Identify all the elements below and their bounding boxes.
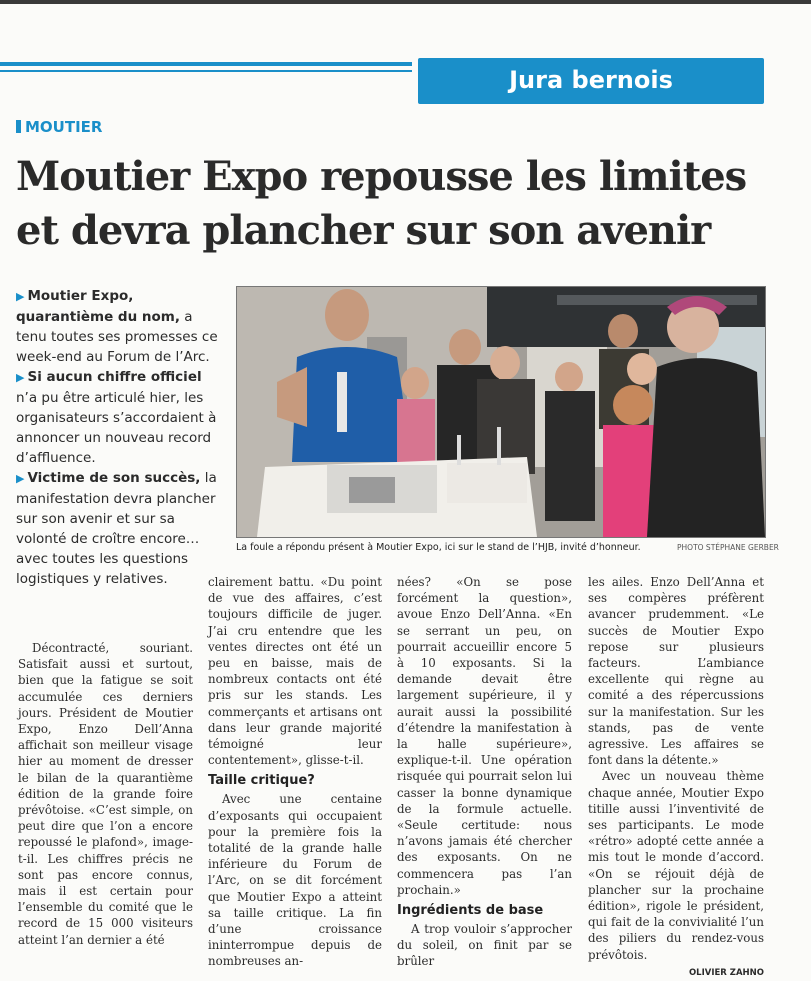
body-column-4 [588, 574, 764, 981]
lead-highlight: Victime de son succès, [27, 470, 201, 486]
kicker-text: MOUTIER [25, 118, 103, 136]
lead-highlight: Moutier Expo, quarantième du nom, [16, 288, 180, 325]
lead-item [16, 286, 221, 367]
article-photo [236, 286, 766, 538]
body-column-3 [397, 574, 572, 970]
lead-text: n’a pu être articulé hier, les organisateurs s’accordaient à annoncer un nouveau record d’affluence. [16, 390, 217, 466]
lead-summary [16, 286, 221, 589]
kicker [16, 118, 102, 136]
page-top-border [0, 0, 811, 4]
subheading: Ingrédients de base [397, 903, 544, 919]
triangle-bullet-icon: ▶ [16, 371, 25, 384]
author-byline: OLIVIER ZAHNO [688, 967, 764, 978]
paragraph: Avec un nouveau thème chaque année, Moutier Expo titille aussi l’inventivité de ses participants. Le mode «rétro» adopté cette année a mis tout le monde d’accord. «On se réjouit déjà de plancher sur la prochaine édition», rigole le président, qui fait de la convivialité l’un des piliers du rendez-vous prévôtois. [588, 769, 764, 962]
paragraph: Décontracté, souriant. Satisfait aussi et surtout, bien que la fatigue se soit accumulée ces derniers jours. Président de Moutier Expo, Enzo Dell’Anna affichait son meilleur visage hier au moment de dresser le bilan de la quarantième édition de la grande foire prévôtoise. «C’est simple, on peut dire que l’on a encore repoussé le plafond», image-t-il. Les chiffres précis ne sont pas encore connus, mais il est certain pour l’ensemble du comité que le record de 15 000 visiteurs atteint l’an dernier a été [18, 641, 193, 947]
lead-item [16, 367, 221, 468]
paragraph: nées? «On se pose forcément la question», avoue Enzo Dell’Anna. «En se serrant un peu, on pourrait accueillir encore 5 à 10 exposants. Si la demande devait être largement supérieure, il y aurait aussi la possibilité d’étendre la manifestation à la halle supérieure», explique-t-il. Une opération risquée qui pourrait selon lui casser la bonne dynamique de la formule actuelle. «Seule certitude: nous n’avons jamais été chercher des exposants. On ne commencera pas l’an prochain.» [397, 575, 572, 897]
photo-caption: La foule a répondu présent à Moutier Expo, ici sur le stand de l’HJB, invité d’honneur. [236, 542, 641, 553]
paragraph: A trop vouloir s’approcher du soleil, on finit par se brûler [397, 922, 572, 969]
triangle-bullet-icon: ▶ [16, 472, 25, 485]
kicker-marker [16, 120, 21, 133]
paragraph: clairement battu. «Du point de vue des affaires, c’est toujours difficile de juger. J’ai cru entendre que les ventes directes ont été un peu en baisse, mais de nombreux contacts ont été pris sur les stands. Les commerçants et artisans ont dans leur grande majorité témoigné leur contentement», glisse-t-il. [208, 575, 382, 768]
headline-line-1: Moutier Expo repousse les limites [16, 153, 747, 200]
paragraph: les ailes. Enzo Dell’Anna et ses compères préfèrent avancer prudemment. «Le succès de Moutier Expo repose sur plusieurs facteurs. L’ambiance excellente qui règne au comité a des répercussions sur la manifestation. Sur les stands, pas de vente agressive. Les affaires se font dans la détente.» [588, 575, 764, 768]
lead-text: a tenu toutes ses promesses ce week-end au Forum de l’Arc. [16, 309, 218, 365]
body-column-1 [18, 640, 193, 948]
body-column-2 [208, 574, 382, 970]
section-rule-thin [0, 70, 412, 72]
headline-line-2: et devra plancher sur son avenir [16, 207, 711, 254]
photo-credit: PHOTO STÉPHANE GERBER [677, 543, 779, 552]
triangle-bullet-icon: ▶ [16, 290, 25, 303]
lead-text: la manifestation devra plancher sur son avenir et sur sa volonté de croître encore… avec toutes les questions logistiques y relatives. [16, 470, 217, 587]
subheading: Taille critique? [208, 773, 315, 789]
photo-illustration [237, 287, 765, 537]
section-title: Jura bernois [418, 58, 764, 104]
lead-highlight: Si aucun chiffre officiel [27, 369, 202, 385]
headline [16, 150, 806, 258]
paragraph: Avec une centaine d’exposants qui occupaient pour la première fois la totalité de la grande halle inférieure du Forum de l’Arc, on se dit forcément que Moutier Expo a atteint sa taille critique. La fin d’une croissance ininterrompue depuis de nombreuses an- [208, 792, 382, 969]
section-rule [0, 62, 412, 66]
lead-item [16, 468, 221, 589]
